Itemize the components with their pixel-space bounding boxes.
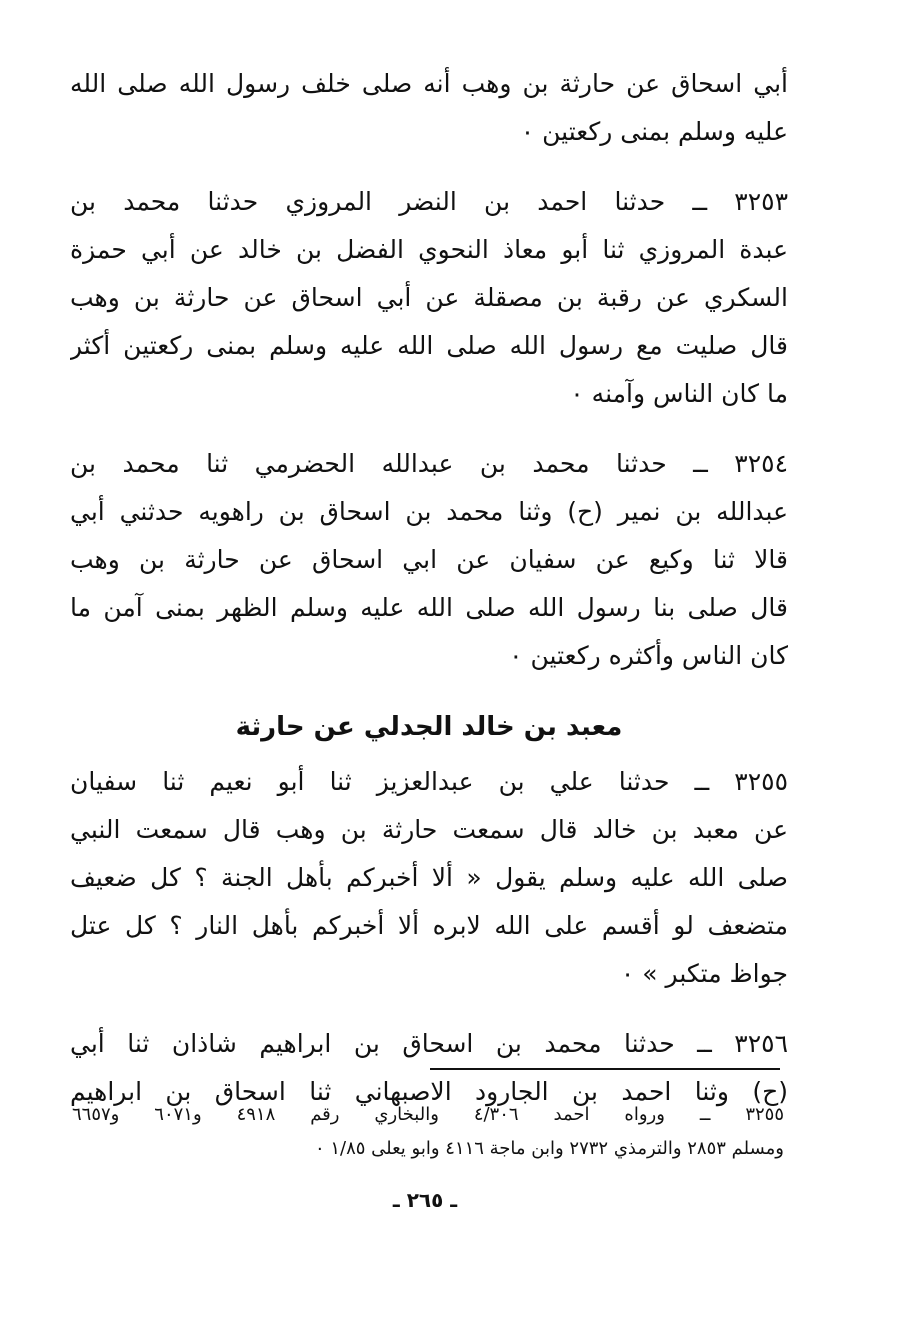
- text-line: صلى الله عليه وسلم يقول « ألا أخبركم بأهل الجنة ؟ كل ضعيف: [70, 863, 788, 892]
- text-line: ٣٢٥٥ ــ حدثنا علي بن عبدالعزيز ثنا أبو نعيم ثنا سفيان: [70, 767, 788, 796]
- text-line: (ح) وثنا احمد بن الجارود الاصبهاني ثنا اسحاق بن ابراهيم: [70, 1077, 788, 1106]
- text-line: السكري عن رقبة بن مصقلة عن أبي اسحاق عن حارثة بن وهب: [70, 283, 788, 312]
- text-line: قال صلى بنا رسول الله صلى الله عليه وسلم الظهر بمنى آمن ما: [70, 593, 788, 622]
- text-line: قال صليت مع رسول الله صلى الله عليه وسلم بمنى ركعتين أكثر: [70, 331, 788, 360]
- text-line: ٣٢٥٦ ــ حدثنا محمد بن اسحاق بن ابراهيم شاذان ثنا أبي: [70, 1029, 788, 1058]
- page-number: ـ ٢٦٥ ـ: [392, 1188, 458, 1212]
- text-line: عن معبد بن خالد قال سمعت حارثة بن وهب قال سمعت النبي: [70, 815, 788, 844]
- text-line: جواظ متكبر » ٠: [620, 959, 788, 988]
- chapter-heading: معبد بن خالد الجدلي عن حارثة: [235, 712, 623, 742]
- text-line: أبي اسحاق عن حارثة بن وهب أنه صلى خلف رسول الله صلى الله: [70, 69, 788, 98]
- footnote-line: ومسلم ٢٨٥٣ والترمذي ٢٧٣٢ وابن ماجة ٤١١٦ وابو يعلى ١/٨٥ ٠: [314, 1138, 784, 1159]
- hadith-3253: [70, 178, 788, 418]
- text-line: متضعف لو أقسم على الله لابره ألا أخبركم بأهل النار ؟ كل عتل: [70, 911, 788, 940]
- paragraph-continuation: [70, 60, 788, 156]
- text-line: ما كان الناس وآمنه ٠: [570, 379, 788, 408]
- text-line: ٣٢٥٣ ــ حدثنا احمد بن النضر المروزي حدثنا محمد بن: [70, 187, 788, 216]
- footnote-line: ٣٢٥٥ ــ ورواه احمد ٤/٣٠٦ والبخاري رقم ٤٩١٨ و٦٠٧١ و٦٦٥٧: [72, 1104, 784, 1125]
- text-line: ٣٢٥٤ ــ حدثنا محمد بن عبدالله الحضرمي ثنا محمد بن: [70, 449, 788, 478]
- text-line: عليه وسلم بمنى ركعتين ٠: [520, 117, 788, 146]
- text-line: عبدة المروزي ثنا أبو معاذ النحوي الفضل بن خالد عن أبي حمزة: [70, 235, 788, 264]
- hadith-3254: [70, 440, 788, 680]
- text-line: عبدالله بن نمير (ح) وثنا محمد بن اسحاق بن راهويه حدثني أبي: [70, 497, 788, 526]
- footnotes: [72, 1098, 784, 1166]
- text-line: كان الناس وأكثره ركعتين ٠: [509, 641, 788, 670]
- text-line: قالا ثنا وكيع عن سفيان عن ابي اسحاق عن حارثة بن وهب: [70, 545, 788, 574]
- hadith-3255: [70, 758, 788, 998]
- footnote-divider: [430, 1068, 780, 1070]
- page-body: [70, 60, 788, 1138]
